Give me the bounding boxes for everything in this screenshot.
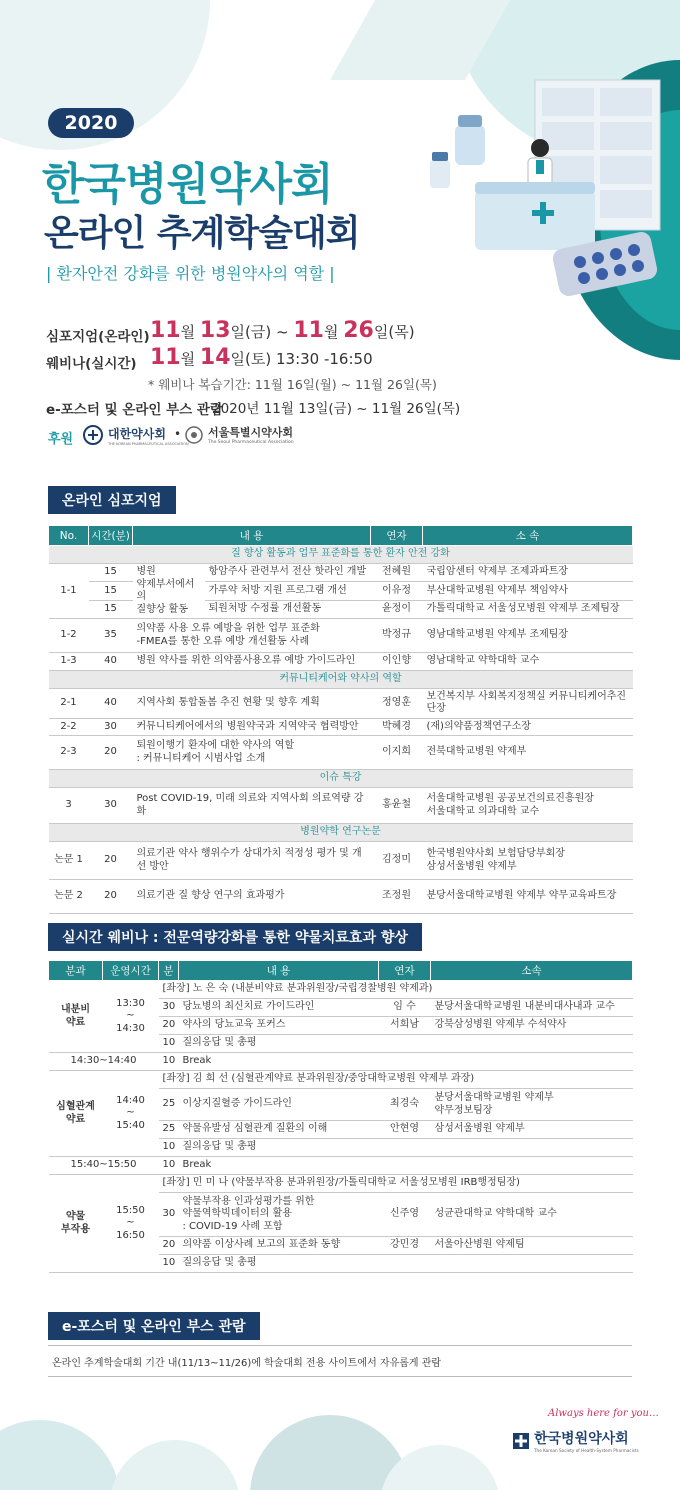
- table-cell: 이상지질혈증 가이드라인: [179, 1089, 379, 1121]
- page-title: 한국병원약사회: [42, 159, 333, 210]
- table-cell: [좌장] 김 희 선 (심혈관계약료 분과위원장/중앙대학교병원 약제부 과장): [159, 1071, 633, 1089]
- group-header: 질 향상 활동과 업무 표준화를 통한 환자 안전 강화: [49, 546, 633, 564]
- table-cell: 15:40~15:50: [49, 1157, 159, 1175]
- table-cell: (재)의약품정책연구소장: [423, 718, 633, 736]
- table-cell: 가톨릭대학교 서울성모병원 약제부 조제팀장: [423, 600, 633, 618]
- table-cell: 2-2: [49, 718, 89, 736]
- table-cell: 당뇨병의 최신치료 가이드라인: [179, 999, 379, 1017]
- table-cell: 10: [159, 1053, 179, 1071]
- table-cell: 이지희: [371, 736, 423, 770]
- table-header-row: [49, 526, 633, 546]
- table-cell: 박정규: [371, 619, 423, 653]
- table-cell: [431, 1035, 633, 1053]
- kpa-name: 대한약사회: [108, 426, 166, 441]
- table-cell: 신주영: [379, 1193, 431, 1237]
- table-row: [49, 688, 633, 718]
- table-cell: 35: [89, 619, 133, 653]
- table-cell: 3: [49, 788, 89, 824]
- table-cell: 부산대학교병원 약제부 책임약사: [423, 582, 633, 600]
- table-cell: 항암주사 관련부서 전산 핫라인 개발: [205, 564, 371, 582]
- table-cell: 이인향: [371, 653, 423, 671]
- kpa-logo-icon: [82, 424, 104, 446]
- sponsor-label: 후원: [48, 432, 74, 447]
- table-cell: 13:30 ~ 14:30: [103, 981, 159, 1053]
- table-cell: 약물 부작용: [49, 1175, 103, 1273]
- table-cell: 30: [89, 788, 133, 824]
- table-cell: 20: [159, 1017, 179, 1035]
- table-cell: 분당서울대학교병원 약제부 약무교육파트장: [423, 880, 633, 914]
- table-cell: 김정미: [371, 842, 423, 880]
- table-cell: 20: [89, 880, 133, 914]
- table-cell: 안현영: [379, 1121, 431, 1139]
- table-cell: 10: [159, 1157, 179, 1175]
- table-header-row: [49, 961, 633, 981]
- table-cell: 10: [159, 1035, 179, 1053]
- col-header: 분: [159, 961, 179, 981]
- col-header: 연자: [371, 526, 423, 546]
- table-cell: 지역사회 통합돌봄 추진 현황 및 향후 계획: [133, 688, 371, 718]
- table-cell: 의료기관 약사 행위수가 상대가치 적정성 평가 및 개선 방안: [133, 842, 371, 880]
- table-cell: 내분비 약료: [49, 981, 103, 1053]
- table-cell: 15:50 ~ 16:50: [103, 1175, 159, 1273]
- table-cell: [431, 1255, 633, 1273]
- col-header: 내 용: [179, 961, 379, 981]
- table-cell: 병원 약제부서에서의 질향상 활동: [133, 564, 205, 619]
- table-cell: [379, 1139, 431, 1157]
- webinar-review-note: * 웨비나 복습기간: 11월 16일(월) ~ 11월 26일(목): [148, 377, 437, 392]
- decor-footer-circle-1: [0, 1420, 120, 1490]
- table-cell: 국립암센터 약제부 조제과파트장: [423, 564, 633, 582]
- symposium-dates: 11월 13일(금) ~ 11월 26일(목): [150, 318, 415, 343]
- table-row: [49, 1053, 633, 1071]
- table-cell: 보건복지부 사회복지정책실 커뮤니티케어추진단장: [423, 688, 633, 718]
- table-cell: 질의응답 및 총평: [179, 1255, 379, 1273]
- year-badge: 2020: [48, 108, 134, 138]
- pharmacy-illustration: [420, 70, 670, 300]
- table-cell: 2-3: [49, 736, 89, 770]
- table-row: [49, 880, 633, 914]
- table-cell: 질의응답 및 총평: [179, 1035, 379, 1053]
- table-cell: 15: [89, 582, 133, 600]
- kshp-logo-icon: [512, 1432, 530, 1450]
- table-cell: 30: [159, 999, 179, 1017]
- table-row: [49, 670, 633, 688]
- table-cell: [좌장] 노 은 숙 (내분비약료 분과위원장/국립경찰병원 약제과): [159, 981, 633, 999]
- table-cell: 강민경: [379, 1237, 431, 1255]
- table-cell: 의약품 사용 오류 예방을 위한 업무 표준화 -FMEA를 통한 오류 예방 개선활동 사례: [133, 619, 371, 653]
- sponsor-seoul: [184, 424, 294, 445]
- table-row: [49, 788, 633, 824]
- table-cell: 병원 약사를 위한 의약품사용오류 예방 가이드라인: [133, 653, 371, 671]
- table-cell: 약물유발성 심혈관계 질환의 이해: [179, 1121, 379, 1139]
- table-cell: 전북대학교병원 약제부: [423, 736, 633, 770]
- table-cell: 윤정이: [371, 600, 423, 618]
- seoul-logo-icon: [184, 425, 204, 445]
- table-cell: 1-3: [49, 653, 89, 671]
- webinar-label: 웨비나(실시간): [46, 356, 137, 372]
- table-cell: 정영훈: [371, 688, 423, 718]
- table-cell: 2-1: [49, 688, 89, 718]
- table-cell: Post COVID-19, 미래 의료와 지역사회 의료역량 강화: [133, 788, 371, 824]
- table-cell: 가루약 처방 지원 프로그램 개선: [205, 582, 371, 600]
- table-cell: 25: [159, 1121, 179, 1139]
- sponsor-separator: •: [174, 427, 182, 441]
- table-cell: 전혜원: [371, 564, 423, 582]
- table-cell: 약물부작용 인과성평가를 위한 약물역학빅데이터의 활용 : COVID-19 사례 포함: [179, 1193, 379, 1237]
- table-cell: 영남대학교 약학대학 교수: [423, 653, 633, 671]
- table-cell: 20: [159, 1237, 179, 1255]
- table-cell: 40: [89, 688, 133, 718]
- table-cell: 30: [89, 718, 133, 736]
- pill-bottle-icon: [430, 115, 485, 188]
- table-cell: [379, 1255, 431, 1273]
- counter-icon: [475, 182, 595, 250]
- table-cell: 조정원: [371, 880, 423, 914]
- group-header: 커뮤니티케어와 약사의 역할: [49, 670, 633, 688]
- footer-org-en: The Korean Society of Health-System Pharmacists: [534, 1448, 639, 1453]
- kpa-subname: THE KOREAN PHARMACEUTICAL ASSOCIATION: [108, 441, 189, 446]
- symposium-label: 심포지엄(온라인): [46, 329, 150, 345]
- table-row: [49, 619, 633, 653]
- table-cell: 커뮤니티케어에서의 병원약국과 지역약국 협력방안: [133, 718, 371, 736]
- col-header: 시간(분): [89, 526, 133, 546]
- section-title-eposter: e-포스터 및 온라인 부스 관람: [48, 1312, 260, 1340]
- table-cell: [431, 1139, 633, 1157]
- theme-subtitle: | 환자안전 강화를 위한 병원약사의 역할 |: [46, 264, 335, 283]
- table-row: [49, 653, 633, 671]
- decor-footer-circle-4: [380, 1445, 500, 1490]
- table-cell: 최경숙: [379, 1089, 431, 1121]
- table-cell: 20: [89, 736, 133, 770]
- table-row: [49, 1157, 633, 1175]
- poster-label: e-포스터 및 온라인 부스 관람: [46, 402, 224, 418]
- table-row: [49, 564, 633, 582]
- table-cell: 논문 2: [49, 880, 89, 914]
- col-header: 내 용: [133, 526, 371, 546]
- decor-footer-circle-2: [110, 1440, 240, 1490]
- table-row: [49, 546, 633, 564]
- table-cell: 퇴원이행기 환자에 대한 약사의 역할 : 커뮤니티케어 시범사업 소개: [133, 736, 371, 770]
- table-cell: 10: [159, 1139, 179, 1157]
- col-header: 분과: [49, 961, 103, 981]
- table-cell: 서희남: [379, 1017, 431, 1035]
- footer-org: 한국병원약사회: [534, 1431, 629, 1447]
- table-cell: 서울아산병원 약제팀: [431, 1237, 633, 1255]
- table-cell: 30: [159, 1193, 179, 1237]
- table-cell: 약사의 당뇨교육 포커스: [179, 1017, 379, 1035]
- col-header: 소 속: [423, 526, 633, 546]
- table-cell: 14:30~14:40: [49, 1053, 159, 1071]
- symposium-table: [48, 525, 633, 914]
- table-cell: 삼성서울병원 약제부: [431, 1121, 633, 1139]
- table-cell: 분당서울대학교병원 내분비대사내과 교수: [431, 999, 633, 1017]
- table-cell: 강북삼성병원 약제부 수석약사: [431, 1017, 633, 1035]
- webinar-table: [48, 960, 633, 1273]
- table-cell: 20: [89, 842, 133, 880]
- table-cell: 10: [159, 1255, 179, 1273]
- table-cell: 의약품 이상사례 보고의 표준화 동향: [179, 1237, 379, 1255]
- group-header: 이슈 특강: [49, 770, 633, 788]
- seoul-name: 서울특별시약사회: [208, 426, 294, 439]
- table-cell: 40: [89, 653, 133, 671]
- eposter-description: 온라인 추계학술대회 기간 내(11/13~11/26)에 학술대회 전용 사이트에서 자유롭게 관람: [48, 1345, 632, 1377]
- table-row: [49, 1071, 633, 1089]
- webinar-date: 11월 14일(토) 13:30 -16:50: [150, 345, 373, 370]
- table-cell: 홍윤철: [371, 788, 423, 824]
- table-cell: 논문 1: [49, 842, 89, 880]
- table-cell: 이유정: [371, 582, 423, 600]
- table-cell: 질의응답 및 총평: [179, 1139, 379, 1157]
- table-cell: 1-2: [49, 619, 89, 653]
- footer-logo: [512, 1428, 639, 1453]
- table-cell: 박혜경: [371, 718, 423, 736]
- table-cell: 임 수: [379, 999, 431, 1017]
- table-row: [49, 1175, 633, 1193]
- table-cell: 14:40 ~ 15:40: [103, 1071, 159, 1157]
- table-cell: Break: [179, 1053, 633, 1071]
- table-row: [49, 770, 633, 788]
- table-row: [49, 718, 633, 736]
- table-row: [49, 824, 633, 842]
- table-cell: [379, 1035, 431, 1053]
- col-header: No.: [49, 526, 89, 546]
- table-cell: 서울대학교병원 공공보건의료진흥원장 서울대학교 의과대학 교수: [423, 788, 633, 824]
- table-cell: 한국병원약사회 보험담당부회장 삼성서울병원 약제부: [423, 842, 633, 880]
- section-title-symposium: 온라인 심포지엄: [48, 486, 176, 514]
- table-cell: Break: [179, 1157, 633, 1175]
- footer-slogan: Always here for you…: [548, 1408, 659, 1419]
- table-cell: [좌장] 민 미 나 (약물부작용 분과위원장/가톨릭대학교 서울성모병원 IRB행정팀장): [159, 1175, 633, 1193]
- table-cell: 의료기관 질 향상 연구의 효과평가: [133, 880, 371, 914]
- section-title-webinar: 실시간 웨비나 : 전문역량강화를 통한 약물치료효과 향상: [48, 923, 422, 951]
- page-subtitle-title: 온라인 추계학술대회: [44, 213, 360, 254]
- table-cell: 1-1: [49, 564, 89, 619]
- table-cell: 심혈관계 약료: [49, 1071, 103, 1157]
- table-cell: 분당서울대학교병원 약제부 약무정보팀장: [431, 1089, 633, 1121]
- col-header: 소속: [431, 961, 633, 981]
- table-cell: 15: [89, 564, 133, 582]
- table-row: [49, 736, 633, 770]
- sponsor-kpa: [82, 424, 189, 446]
- col-header: 운영시간: [103, 961, 159, 981]
- group-header: 병원약학 연구논문: [49, 824, 633, 842]
- col-header: 연자: [379, 961, 431, 981]
- table-cell: 영남대학교병원 약제부 조제팀장: [423, 619, 633, 653]
- table-cell: 성균관대학교 약학대학 교수: [431, 1193, 633, 1237]
- table-cell: 25: [159, 1089, 179, 1121]
- poster-dates: 2020년 11월 13일(금) ~ 11월 26일(목): [212, 401, 461, 417]
- seoul-subname: The Seoul Pharmaceutical Association: [208, 440, 294, 445]
- table-cell: 15: [89, 600, 133, 618]
- table-row: [49, 842, 633, 880]
- table-cell: 퇴원처방 수정률 개선활동: [205, 600, 371, 618]
- table-row: [49, 981, 633, 999]
